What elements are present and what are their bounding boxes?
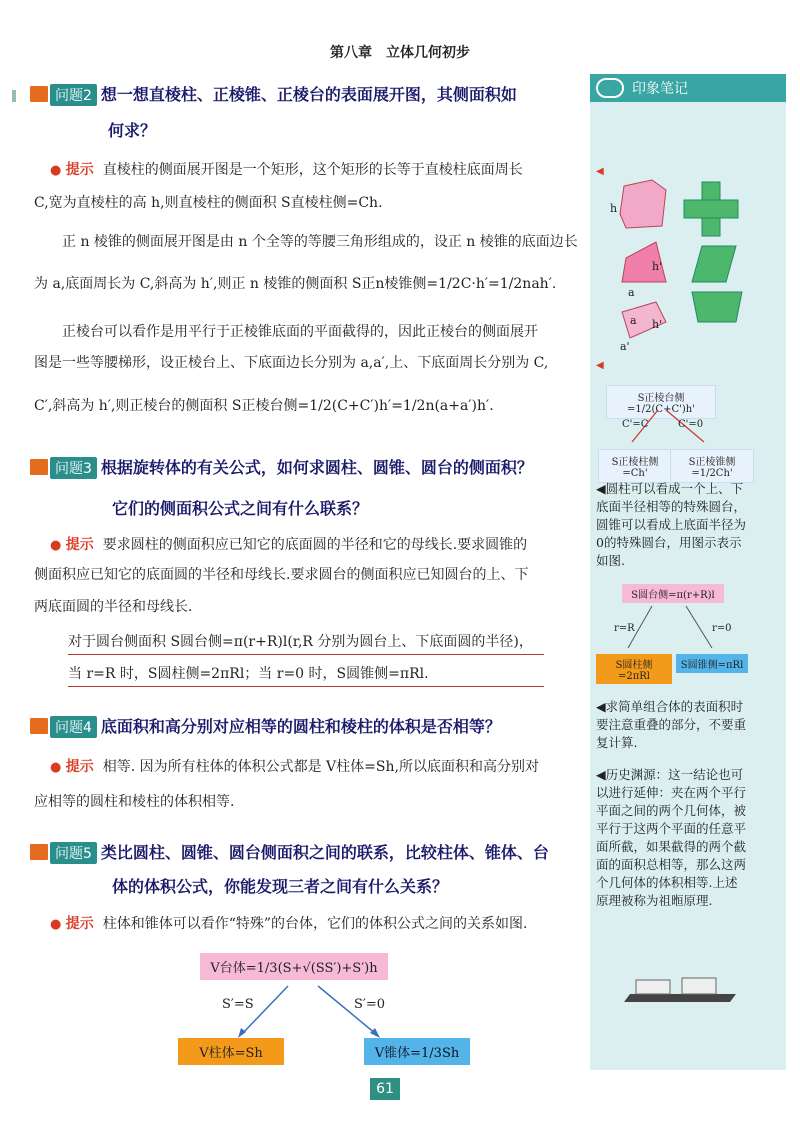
- question-3: [30, 455, 586, 479]
- sidebar-note-1: ◀圆柱可以看成一个上、下底面半径相等的特殊圆台，圆锥可以看成上底面半径为0的特殊圆台，用图示表示如图.: [596, 481, 747, 568]
- text-line: 要求圆柱的侧面积应已知它的底面圆的半径和它的母线长.要求圆锥的: [102, 537, 528, 553]
- volume-pyramid-formula: V锥体=1/3Sh: [364, 1038, 470, 1065]
- book-icon: [30, 718, 48, 734]
- arrow-label-right: S′=0: [354, 997, 386, 1012]
- text-line: 为 a,底面周长为 C,斜高为 h′,则正 n 棱锥的侧面积 S正n棱锥侧=1/2C·h′=1/2nah′.: [34, 276, 557, 292]
- question-2: [30, 82, 586, 106]
- book-icon: [30, 844, 48, 860]
- sidebar-note-2: ◀求简单组合体的表面积时要注意重叠的部分，不要重复计算.: [596, 699, 747, 750]
- sidebar-note-3: ◀历史渊源：这一结论也可以进行延伸：夹在两个平行平面之间的两个几何体，被平行于这两个平面的任意平面所截，如果截得的两个截面的面积总相等，那么这两个几何体的体积相等.上述原理被称为祖暅原理.: [596, 767, 747, 908]
- hint-paragraph-3a: [50, 535, 580, 556]
- book-icon: [30, 459, 48, 475]
- arrow-label-right: C'=0: [678, 419, 704, 430]
- text-line: 正棱台可以看作是用平行于正棱锥底面的平面截得的，因此正棱台的侧面展开: [62, 324, 538, 340]
- arrow-label-left: S′=S: [222, 997, 254, 1012]
- text-line: 直棱柱的侧面展开图是一个矩形，这个矩形的长等于直棱柱底面周长: [102, 162, 523, 178]
- leaf-icon: ●: [50, 917, 62, 932]
- text-line: 侧面积应已知它的底面圆的半径和母线长.要求圆台的侧面积应已知圆台的上、下: [34, 567, 529, 583]
- underlined-formula: 对于圆台侧面积 S圆台侧=π(r+R)l(r,R 分别为圆台上、下底面圆的半径)，: [68, 632, 544, 655]
- leaf-icon: ●: [50, 760, 62, 775]
- frustum-prism-formula: S正棱台侧=1/2(C+C')h': [606, 385, 716, 419]
- hint-paragraph-4a: [50, 757, 580, 778]
- text-line: C′,斜高为 h′,则正棱台的侧面积 S正棱台侧=1/2(C+C′)h′=1/2n(a+a′)h′.: [34, 398, 494, 414]
- volume-prism-formula: V柱体=Sh: [178, 1038, 284, 1065]
- question-2-line2: 何求？: [108, 121, 157, 140]
- arrow-label-right: r=0: [712, 623, 732, 634]
- question-badge: 问题3: [50, 457, 97, 479]
- text-line: 两底面圆的半径和母线长.: [34, 599, 193, 615]
- question-5: [30, 840, 586, 864]
- frustum-lateral-formula: S圆台侧=π(r+R)l: [622, 584, 724, 603]
- stacked-papers-illustration: [620, 972, 740, 1012]
- arrow-label-left: C'=C: [622, 419, 649, 430]
- figure-label: a: [630, 314, 637, 327]
- text-line: C,宽为直棱柱的高 h,则直棱柱的侧面积 S直棱柱侧=Ch.: [34, 195, 383, 211]
- text-line: 正 n 棱锥的侧面展开图是由 n 个全等的等腰三角形组成的，设正 n 棱锥的底面边长: [62, 234, 578, 250]
- chapter-header: 第八章 立体几何初步: [330, 45, 470, 61]
- pyramid-lateral-formula: S正棱锥侧=1/2Ch': [670, 449, 754, 483]
- page-number: 61: [370, 1078, 400, 1100]
- figure-label: a: [628, 286, 635, 299]
- cone-lateral-formula: S圆锥侧=πRl: [676, 654, 748, 673]
- text-line: 柱体和锥体可以看作“特殊”的台体，它们的体积公式之间的关系如图.: [102, 916, 528, 932]
- volume-frustum-formula: V台体=1/3(S+√(SS′)+S′)h: [200, 953, 388, 980]
- question-5-line2: 体的体积公式，你能发现三者之间有什么关系？: [112, 877, 449, 896]
- hint-label: 提示: [65, 537, 94, 553]
- question-text: 底面积和高分别对应相等的圆柱和棱柱的体积是否相等？: [100, 717, 501, 736]
- leaf-icon: ●: [50, 538, 62, 553]
- edge-strip: [12, 90, 16, 102]
- hint-label: 提示: [65, 916, 94, 932]
- question-3-line2: 它们的侧面积公式之间有什么联系？: [112, 499, 369, 518]
- notes-sidebar-header: [590, 74, 786, 102]
- question-text: 根据旋转体的有关公式，如何求圆柱、圆锥、圆台的侧面积？: [100, 458, 533, 477]
- arrow-label-left: r=R: [614, 623, 635, 634]
- cylinder-lateral-formula: S圆柱侧=2πRl: [596, 654, 672, 684]
- figure-label: a': [620, 340, 630, 353]
- question-badge: 问题5: [50, 842, 97, 864]
- elephant-icon: [596, 78, 624, 98]
- hint-label: 提示: [65, 162, 94, 178]
- question-badge: 问题2: [50, 84, 97, 106]
- notes-sidebar-title: 印象笔记: [632, 81, 688, 97]
- hint-paragraph-5a: [50, 914, 580, 935]
- note-marker: ◀: [596, 360, 604, 371]
- text-line: 相等. 因为所有柱体的体积公式都是 V柱体=Sh,所以底面积和高分别对: [102, 759, 539, 775]
- book-icon: [30, 86, 48, 102]
- hint-paragraph-2a: [50, 160, 580, 181]
- leaf-icon: ●: [50, 163, 62, 178]
- figure-label: h': [652, 260, 663, 273]
- question-badge: 问题4: [50, 716, 97, 738]
- hint-label: 提示: [65, 759, 94, 775]
- text-line: 图是一些等腰梯形，设正棱台上、下底面边长分别为 a,a′,上、下底面周长分别为 C,: [34, 355, 549, 371]
- figure-label: h: [610, 202, 618, 215]
- underlined-formula: 当 r=R 时，S圆柱侧=2πRl；当 r=0 时，S圆锥侧=πRl.: [68, 664, 544, 687]
- text-line: 应相等的圆柱和棱柱的体积相等.: [34, 794, 235, 810]
- question-text: 想一想直棱柱、正棱锥、正棱台的表面展开图，其侧面积如: [100, 85, 517, 104]
- figure-label: h': [652, 318, 663, 331]
- question-4: [30, 714, 586, 738]
- note-marker: ◀: [596, 166, 604, 177]
- prism-lateral-formula: S正棱柱侧=Ch': [598, 449, 672, 483]
- question-text: 类比圆柱、圆锥、圆台侧面积之间的联系，比较柱体、锥体、台: [100, 843, 549, 862]
